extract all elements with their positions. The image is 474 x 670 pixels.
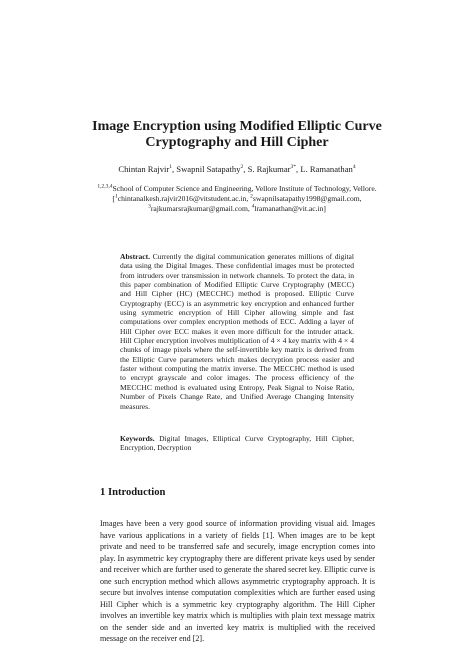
keywords-label: Keywords. xyxy=(120,434,155,443)
affiliation-block xyxy=(96,184,378,214)
author-name: S. Rajkumar xyxy=(247,164,291,174)
institution-name: School of Computer Science and Engineering, Vellore Institute of Technology, Vellore. xyxy=(112,184,377,193)
author-name: Chintan Rajvir xyxy=(118,164,170,174)
author-name: Swapnil Satapathy xyxy=(176,164,241,174)
affiliation-institution-line xyxy=(96,184,378,194)
affiliation-superscript: 1,2,3,4 xyxy=(97,183,113,190)
email-address: rajkumarsrajkumar@gmail.com, xyxy=(150,204,252,213)
title-line-1: Image Encryption using Modified Elliptic Curve xyxy=(92,119,382,134)
email-address: chintanalkesh.rajvir2016@vitstudent.ac.in, xyxy=(117,194,251,203)
email-bracket: [ xyxy=(112,194,115,203)
abstract-paragraph xyxy=(120,252,354,411)
author-separator: , xyxy=(296,164,301,174)
author-superscript: 3* xyxy=(290,164,297,171)
paper-title xyxy=(60,119,414,151)
email-superscript: 2 xyxy=(250,193,253,200)
introduction-paragraph: Images have been a very good source of information providing visual aid. Images have various applications in a variety of fields [1]. When images are to be kept private and need to be transferred safe and securely, image encryption comes into play. In asymmetric key cryptography there are different private keys used by sender and receiver which are further used to generate the shared secret key. Elliptic curve is one such encryption method which allows asymmetric cryptography approach. It is secure but involves intense computation complexities which are further eased using Hill Cipher which is a symmetric key cryptography algorithm. The Hill Cipher involves an invertible key matrix which is multiplies with plain text message matrix on the sender side and an inverted key matrix is multiplied with the received message on the receiver end [2]. xyxy=(100,519,375,644)
abstract-label: Abstract. xyxy=(120,252,150,261)
email-superscript: 3 xyxy=(148,203,151,210)
keywords-paragraph xyxy=(120,434,354,453)
author-separator: , xyxy=(243,164,248,174)
affiliation-email-line-1 xyxy=(96,194,378,204)
author-superscript: 1 xyxy=(169,164,172,171)
author-superscript: 2 xyxy=(240,164,244,171)
email-address: lramanathan@vit.ac.in] xyxy=(254,204,326,213)
author-name: L. Ramanathan xyxy=(300,164,353,174)
author-list xyxy=(60,164,414,175)
email-address: swapnilsatapathy1998@gmail.com, xyxy=(252,194,362,203)
keywords-text: Digital Images, Elliptical Curve Cryptography, Hill Cipher, Encryption, Decryption xyxy=(120,434,354,453)
email-superscript: 4 xyxy=(251,203,255,210)
affiliation-email-line-2 xyxy=(96,204,378,214)
title-line-2: Cryptography and Hill Cipher xyxy=(145,135,329,150)
section-heading: 1 Introduction xyxy=(100,487,166,498)
author-separator: , xyxy=(172,164,177,174)
abstract-text: Currently the digital communication generates millions of digital data using the Digital Images. These confidential images must be protected from intruders over transmission in network channels. To protect the data, in this paper combination of Modified Elliptic Curve Cryptography (MECC) and Hill Cipher (HC) (MECCHC) method is proposed. Elliptic Curve Cryptography (ECC) is an asymmetric key encryption and enhanced further using symmetric encryption of Hill Cipher allowing simple and fast computations over complex encryption methods of ECC. Adding a layer of Hill Cipher over ECC makes it even more difficult for the intruder attack. Hill Cipher encryption involves multiplication of 4 × 4 key matrix with 4 × 4 chunks of image pixels where the self-invertible key matrix is derived from the Elliptic Curve parameters which makes decryption process easier and faster without computing the matrix inverse. The MECCHC method is used to encrypt grayscale and color images. The process efficiency of the MECCHC method is evaluated using Entropy, Peak Signal to Noise Ratio, Number of Pixels Change Rate, and Unified Average Changing Intensity measures. xyxy=(120,252,354,411)
email-superscript: 1 xyxy=(114,193,118,200)
author-superscript: 4 xyxy=(352,164,356,171)
